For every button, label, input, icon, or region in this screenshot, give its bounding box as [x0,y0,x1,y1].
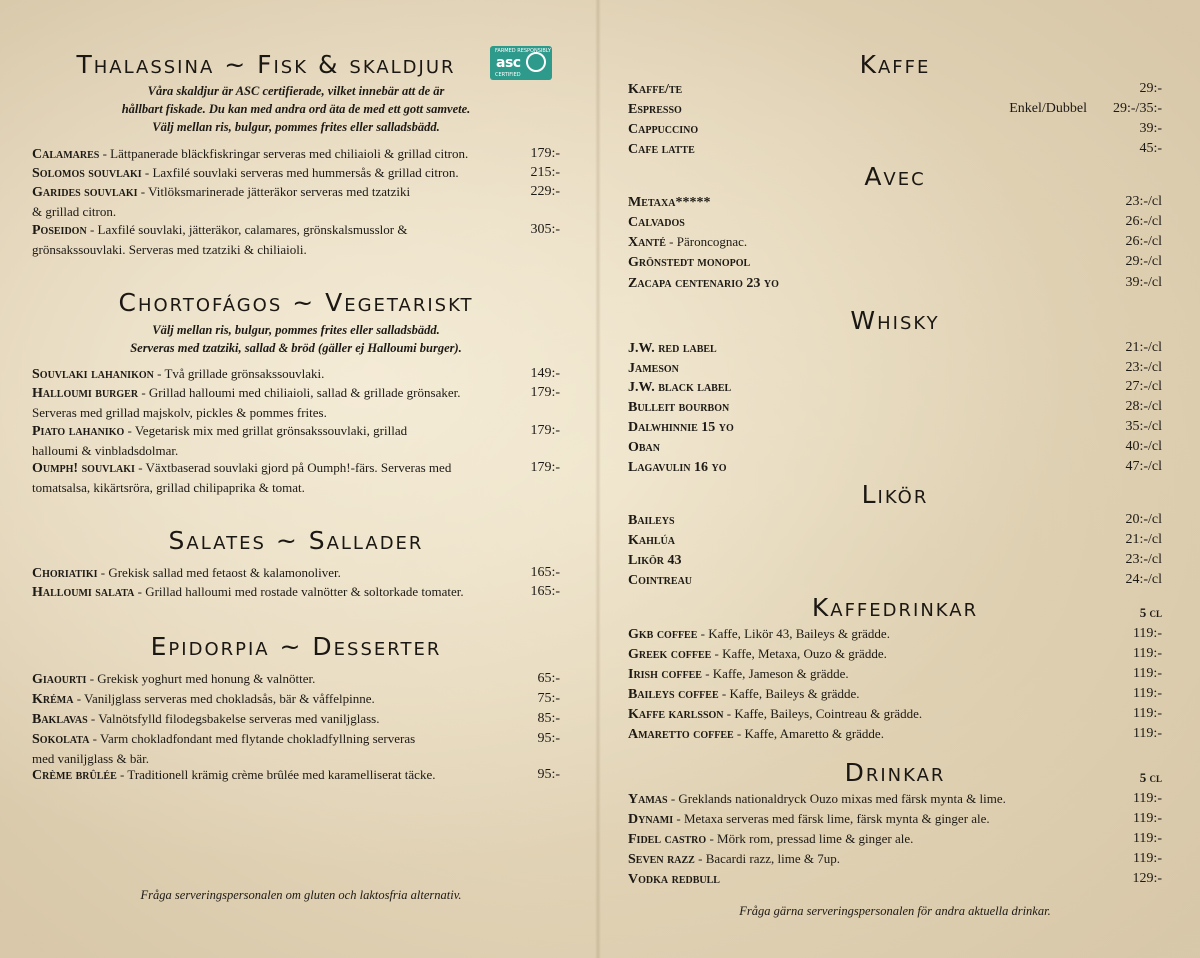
menu-item: Crème brûlée - Traditionell krämig crème brûlée med karamelliserat täcke. 95:- [32,767,560,783]
menu-item: Oban 40:-/cl [628,439,1162,455]
menu-item: Likör 43 23:-/cl [628,552,1162,568]
menu-item: Jameson 23:-/cl [628,360,1162,376]
menu-item: Dynami - Metaxa serveras med färsk lime, färsk mynta & ginger ale. 119:- [628,811,1162,827]
vegetarian-intro: Välj mellan ris, bulgur, pommes frites eller salladsbädd. Serveras med tzatziki, sallad & bröd (gäller ej Halloumi burger). [130,323,462,355]
section-title-coffee: Kaffe [859,50,931,79]
menu-item: Cointreau 24:-/cl [628,572,1162,588]
menu-item: Baileys coffee - Kaffe, Baileys & grädde. 119:- [628,686,1162,702]
menu-item: Dalwhinnie 15 yo 35:-/cl [628,419,1162,435]
menu-item: Sokolata - Varm chokladfondant med flytande chokladfyllning serveras med vaniljglass & bär. 95:- [32,731,560,766]
section-title-avec: Avec [864,162,926,191]
section-title-seafood: Thalassina ~ Fisk & skaldjur [76,50,456,79]
menu-item: Metaxa***** 23:-/cl [628,194,1162,210]
menu-item: Kaffe/te 29:- [628,81,1162,97]
menu-item: Halloumi salata - Grillad halloumi med rostade valnötter & soltorkade tomater. 165:- [32,584,560,600]
asc-logo: FARMED RESPONSIBLY asc CERTIFIED [490,46,552,80]
menu-item: Baklavas - Valnötsfylld filodegsbakelse serveras med vaniljglass. 85:- [32,711,560,727]
menu-item: Kaffe karlsson - Kaffe, Baileys, Cointreau & grädde. 119:- [628,706,1162,722]
menu-item: Halloumi burger - Grillad halloumi med chiliaioli, sallad & grillade grönsaker. Serveras med grillad majskolv, pickles & pommes frites. 179:- [32,385,560,420]
menu-item: Fidel castro - Mörk rom, pressad lime & ginger ale. 119:- [628,831,1162,847]
menu-item: Souvlaki lahanikon - Två grillade grönsakssouvlaki. 149:- [32,366,560,382]
page-fold [595,0,601,958]
size-note: 5 cl [1139,605,1162,620]
menu-item: J.W. black label 27:-/cl [628,379,1162,395]
fish-icon [526,52,546,72]
menu-item: Zacapa centenario 23 yo 39:-/cl [628,275,1162,291]
menu-item: Irish coffee - Kaffe, Jameson & grädde. 119:- [628,666,1162,682]
menu-item: Baileys 20:-/cl [628,512,1162,528]
menu-item: Oumph! souvlaki - Växtbaserad souvlaki gjord på Oumph!-färs. Serveras med tomatsalsa, kikärtsröra, grillad chilipaprika & tomat. 179:- [32,460,560,495]
menu-item: J.W. red label 21:-/cl [628,340,1162,356]
section-title-whisky: Whisky [850,306,940,335]
menu-item: Vodka redbull 129:- [628,871,1162,887]
menu-item: Choriatiki - Grekisk sallad med fetaost & kalamonoliver. 165:- [32,565,560,581]
menu-item: Gkb coffee - Kaffe, Likör 43, Baileys & grädde. 119:- [628,626,1162,642]
menu-item: Piato lahaniko - Vegetarisk mix med grillat grönsakssouvlaki, grillad halloumi & vinbladsdolmar. 179:- [32,423,560,458]
menu-item: Lagavulin 16 yo 47:-/cl [628,459,1162,475]
menu-item: Calvados 26:-/cl [628,214,1162,230]
section-title-coffee-drinks: Kaffedrinkar [811,593,979,622]
section-title-desserts: Epidorpia ~ Desserter [150,632,442,661]
size-note: 5 cl [1139,770,1162,785]
menu-item: Grönstedt monopol 29:-/cl [628,254,1162,270]
menu-item: Yamas - Greklands nationaldryck Ouzo mixas med färsk mynta & lime. 119:- [628,791,1162,807]
menu-item: Kréma - Vaniljglass serveras med chokladsås, bär & våffelpinne. 75:- [32,691,560,707]
menu-item: Poseidon - Laxfilé souvlaki, jätteräkor, calamares, grönskalsmusslor & grönsakssouvlaki. Serveras med tzatziki & chiliaioli. 305:- [32,222,560,257]
right-footer-note: Fråga gärna serveringspersonalen för andra aktuella drinkar. [739,904,1051,918]
section-title-drinks: Drinkar [844,758,946,787]
menu-item: Amaretto coffee - Kaffe, Amaretto & grädde. 119:- [628,726,1162,742]
seafood-intro: Våra skaldjur är ASC certifierade, vilket innebär att de är hållbart fiskade. Du kan med andra ord äta de med ett gott samvete. Välj mellan ris, bulgur, pommes frites eller salladsbädd. [121,84,471,134]
section-title-liqueur: Likör [861,480,929,509]
menu-item: Cappuccino 39:- [628,121,1162,137]
section-title-salads: Salates ~ Sallader [168,526,424,555]
left-footer-note: Fråga serveringspersonalen om gluten och laktosfria alternativ. [140,888,462,902]
menu-item: Calamares - Lättpanerade bläckfiskringar serveras med chiliaioli & grillad citron. 179:- [32,146,560,162]
menu-item: Garides souvlaki - Vitlöksmarinerade jätteräkor serveras med tzatziki & grillad citron. 229:- [32,184,560,219]
menu-item: Giaourti - Grekisk yoghurt med honung & valnötter. 65:- [32,671,560,687]
menu-item: Xanté - Päroncognac. 26:-/cl [628,234,1162,250]
section-title-vegetarian: Chortofágos ~ Vegetariskt [118,288,474,317]
menu-item: Solomos souvlaki - Laxfilé souvlaki serveras med hummersås & grillad citron. 215:- [32,165,560,181]
menu-item: Seven razz - Bacardi razz, lime & 7up. 119:- [628,851,1162,867]
menu-item: Greek coffee - Kaffe, Metaxa, Ouzo & grädde. 119:- [628,646,1162,662]
menu-item: Bulleit bourbon 28:-/cl [628,399,1162,415]
menu-item: Cafe latte 45:- [628,141,1162,157]
menu-item: Kahlúa 21:-/cl [628,532,1162,548]
menu-item: Espresso Enkel/Dubbel 29:-/35:- [628,101,1162,117]
